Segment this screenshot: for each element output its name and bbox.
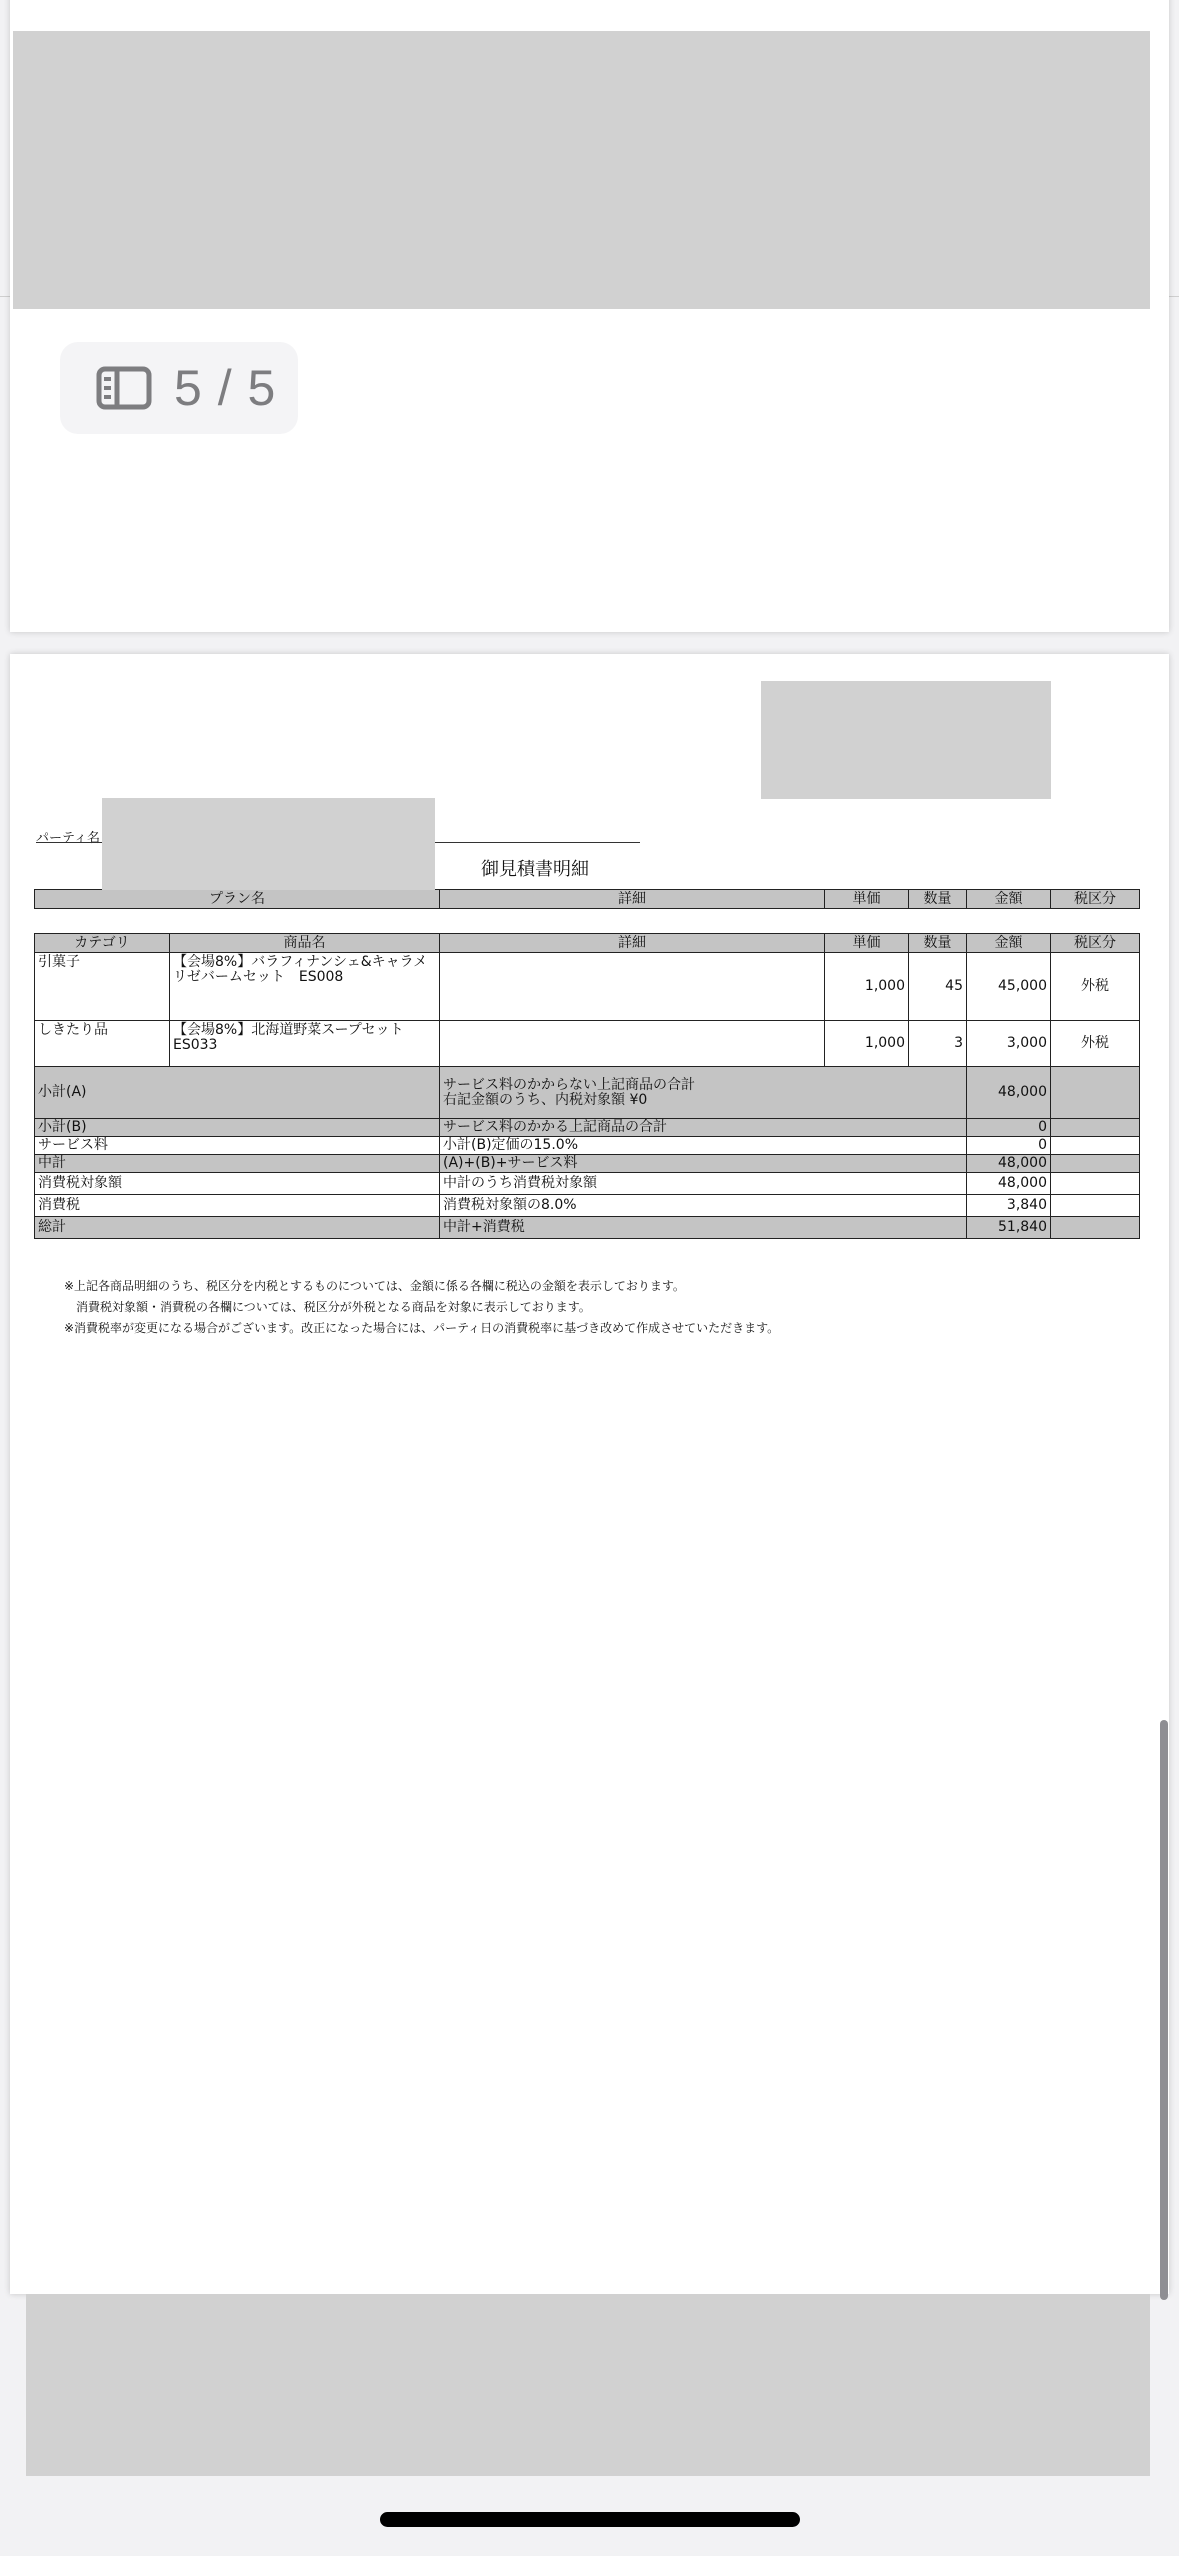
subtotal-b-row [35,1119,1140,1137]
sidebar-icon [96,366,152,410]
plan-header-row [35,890,1140,909]
item-quantity: 3 [909,1021,967,1067]
plan-table [34,889,1140,909]
consumption-tax-amount: 3,840 [967,1195,1051,1217]
redacted-region-bottom [26,2294,1150,2476]
quantity-header: 数量 [909,934,967,953]
item-product: 【会場8%】バラフィナンシェ&キャラメリゼバームセット ES008 [170,953,440,1021]
footnote-2: 消費税対象額・消費税の各欄については、税区分が外税となる商品を対象に表示しております。 [64,1300,591,1314]
midtotal-amount: 48,000 [967,1155,1051,1173]
amount-header: 金額 [967,934,1051,953]
item-product: 【会場8%】北海道野菜スープセット ES033 [170,1021,440,1067]
service-amount: 0 [967,1137,1051,1155]
consumption-tax-detail: 消費税対象額の8.0% [440,1195,967,1217]
total-row [35,1217,1140,1239]
scrollbar[interactable] [1160,1720,1168,2300]
redacted-party-name [102,798,435,890]
item-unit-price: 1,000 [825,1021,909,1067]
footnotes [64,1276,779,1339]
subtotal-a-row [35,1067,1140,1119]
plan-tax-header: 税区分 [1051,890,1140,909]
taxable-amount: 48,000 [967,1173,1051,1195]
subtotal-a-detail-line-1: サービス料のかからない上記商品の合計 [443,1076,695,1093]
total-amount: 51,840 [967,1217,1051,1239]
item-amount: 3,000 [967,1021,1051,1067]
subtotal-a-tax [1051,1067,1140,1119]
item-tax: 外税 [1051,1021,1140,1067]
plan-quantity-header: 数量 [909,890,967,909]
service-label: サービス料 [35,1137,440,1155]
unit-price-header: 単価 [825,934,909,953]
consumption-tax-label: 消費税 [35,1195,440,1217]
product-header: 商品名 [170,934,440,953]
service-row [35,1137,1140,1155]
items-header-row [35,934,1140,953]
subtotal-b-detail: サービス料のかかる上記商品の合計 [440,1119,967,1137]
midtotal-tax [1051,1155,1140,1173]
taxable-detail: 中計のうち消費税対象額 [440,1173,967,1195]
plan-unit-price-header: 単価 [825,890,909,909]
item-category: しきたり品 [35,1021,170,1067]
redacted-logo [761,681,1051,799]
item-amount: 45,000 [967,953,1051,1021]
table-row [35,1021,1140,1067]
footnote-1: ※上記各商品明細のうち、税区分を内税とするものについては、金額に係る各欄に税込の金額を表示しております。 [64,1279,685,1293]
plan-name-header: プラン名 [35,890,440,909]
consumption-tax-row [35,1195,1140,1217]
taxable-row [35,1173,1140,1195]
item-quantity: 45 [909,953,967,1021]
item-tax: 外税 [1051,953,1140,1021]
subtotal-b-tax [1051,1119,1140,1137]
home-indicator[interactable] [380,2512,800,2527]
plan-amount-header: 金額 [967,890,1051,909]
table-row [35,953,1140,1021]
page-indicator[interactable] [60,342,298,434]
category-header: カテゴリ [35,934,170,953]
subtotal-a-detail [440,1067,967,1119]
service-detail: 小計(B)定価の15.0% [440,1137,967,1155]
detail-header: 詳細 [440,934,825,953]
total-detail: 中計+消費税 [440,1217,967,1239]
subtotal-b-label: 小計(B) [35,1119,440,1137]
service-tax [1051,1137,1140,1155]
subtotal-a-detail-line-2: 右記金額のうち、内税対象額 ¥0 [443,1091,648,1108]
items-table [34,933,1140,1239]
subtotal-a-label: 小計(A) [35,1067,440,1119]
taxable-tax [1051,1173,1140,1195]
plan-detail-header: 詳細 [440,890,825,909]
item-category: 引菓子 [35,953,170,1021]
midtotal-label: 中計 [35,1155,440,1173]
midtotal-row [35,1155,1140,1173]
consumption-tax-tax [1051,1195,1140,1217]
taxable-label: 消費税対象額 [35,1173,440,1195]
party-name-label: パーティ名 [36,831,100,846]
total-tax [1051,1217,1140,1239]
page-number-text: 5 / 5 [174,360,277,416]
tax-header: 税区分 [1051,934,1140,953]
subtotal-a-amount: 48,000 [967,1067,1051,1119]
document-title: 御見積書明細 [481,859,589,880]
item-detail [440,953,825,1021]
footnote-3: ※消費税率が変更になる場合がございます。改正になった場合には、パーティ日の消費税率に基づき改めて作成させていただきます。 [64,1321,780,1335]
midtotal-detail: (A)+(B)+サービス料 [440,1155,967,1173]
total-label: 総計 [35,1217,440,1239]
subtotal-b-amount: 0 [967,1119,1051,1137]
redacted-region-top [13,31,1150,309]
item-detail [440,1021,825,1067]
item-unit-price: 1,000 [825,953,909,1021]
